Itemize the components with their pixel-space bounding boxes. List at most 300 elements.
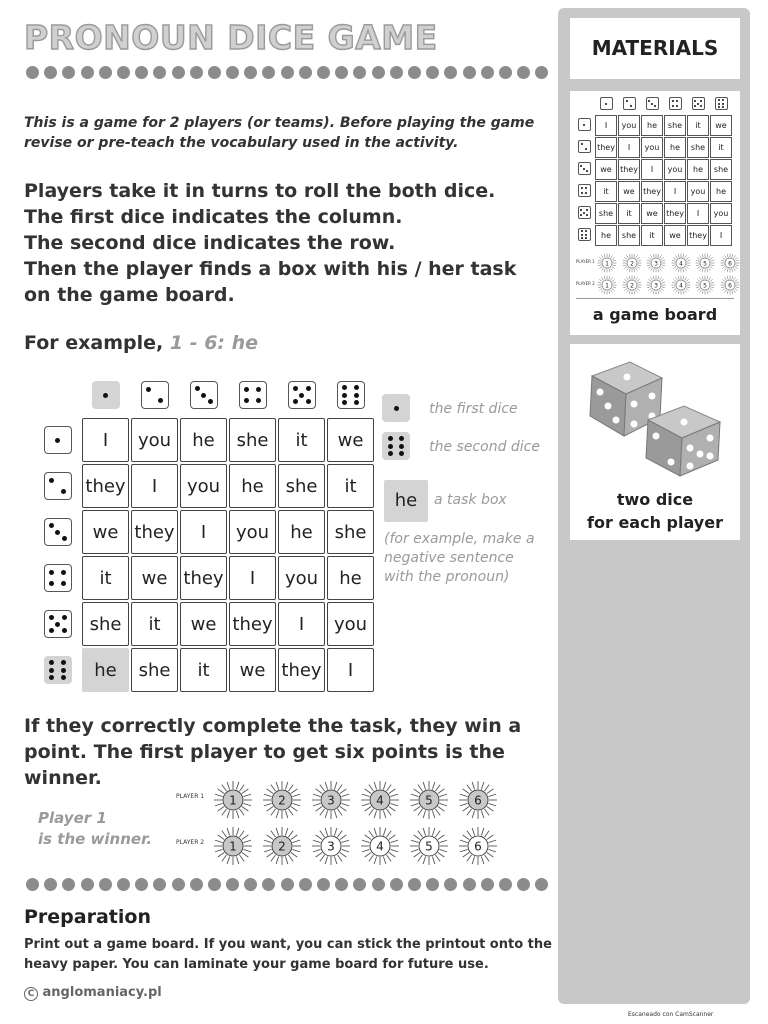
divider-dot bbox=[99, 66, 112, 79]
die-pip bbox=[585, 192, 587, 194]
mini-player-label: PLAYER 1 bbox=[576, 259, 595, 264]
die-pip bbox=[49, 675, 54, 680]
score-number: 6 bbox=[474, 839, 482, 854]
die-pip bbox=[388, 444, 393, 449]
board-cell: you bbox=[278, 556, 325, 600]
score-sun-icon bbox=[311, 780, 351, 820]
score-number: 1 bbox=[229, 839, 237, 854]
score-number: 6 bbox=[727, 260, 732, 268]
divider-dot bbox=[226, 66, 239, 79]
die-pip bbox=[61, 668, 66, 673]
board-cell: it bbox=[131, 602, 178, 646]
die-pip bbox=[676, 100, 678, 102]
divider-dot bbox=[481, 66, 494, 79]
die-five-icon bbox=[288, 381, 316, 409]
score-number: 3 bbox=[327, 839, 335, 854]
score-sun-icon bbox=[646, 253, 666, 273]
score-number: 6 bbox=[474, 793, 482, 808]
divider-dot bbox=[244, 66, 257, 79]
die-two-icon bbox=[44, 472, 72, 500]
board-cell: she bbox=[327, 510, 374, 554]
die-six-icon bbox=[715, 97, 728, 110]
score-sun-icon bbox=[458, 826, 498, 866]
row-header bbox=[35, 602, 80, 646]
board-cell: they bbox=[278, 648, 325, 692]
board-cell: she bbox=[131, 648, 178, 692]
board-label: a game board bbox=[592, 305, 718, 324]
column-header bbox=[595, 95, 617, 114]
die-pip bbox=[354, 393, 359, 398]
die-two-icon bbox=[141, 381, 169, 409]
score-sun-icon bbox=[409, 826, 449, 866]
divider-dot bbox=[317, 66, 330, 79]
board-row bbox=[35, 510, 374, 554]
board-cell: they bbox=[131, 510, 178, 554]
mini-board-cell: they bbox=[595, 137, 617, 158]
divider-dot bbox=[481, 878, 494, 891]
score-sun-icon bbox=[311, 826, 351, 866]
die-pip bbox=[718, 106, 720, 108]
die-pip bbox=[61, 489, 66, 494]
die-pip bbox=[49, 668, 54, 673]
board-row bbox=[35, 464, 374, 508]
die-pip bbox=[342, 393, 347, 398]
column-header bbox=[131, 374, 178, 416]
rules-text bbox=[24, 178, 544, 308]
two-dice-icon bbox=[570, 344, 740, 484]
mini-board-cell: you bbox=[618, 115, 640, 136]
board-cell: I bbox=[327, 648, 374, 692]
die-pip bbox=[718, 103, 720, 105]
mini-score-marker bbox=[622, 253, 642, 277]
die-pip bbox=[694, 105, 696, 107]
rule-line: The second dice indicates the row. bbox=[24, 232, 396, 254]
divider-dot bbox=[172, 878, 185, 891]
die-three-icon bbox=[578, 162, 591, 175]
divider-dot bbox=[226, 878, 239, 891]
board-cell: it bbox=[327, 464, 374, 508]
die-pip bbox=[585, 230, 587, 232]
page-title: PRONOUN DICE GAME bbox=[24, 18, 438, 57]
board-cell: you bbox=[131, 418, 178, 462]
score-marker bbox=[311, 780, 351, 820]
legend-first-dice-label: the first dice bbox=[429, 400, 518, 417]
divider-dot bbox=[335, 878, 348, 891]
divider-dot bbox=[390, 66, 403, 79]
die-four-icon bbox=[578, 184, 591, 197]
row-header bbox=[574, 137, 594, 158]
die-pip bbox=[581, 187, 583, 189]
board-cell: we bbox=[82, 510, 129, 554]
mini-board-cell: I bbox=[664, 181, 686, 202]
die-pip bbox=[61, 581, 66, 586]
die-pip bbox=[581, 237, 583, 239]
die-pip bbox=[103, 393, 108, 398]
divider-dot bbox=[299, 66, 312, 79]
score-sun-icon bbox=[622, 275, 642, 295]
score-sun-icon bbox=[720, 253, 740, 273]
die-pip bbox=[146, 387, 151, 392]
divider-dot bbox=[153, 66, 166, 79]
mini-score-marker bbox=[622, 275, 642, 299]
divider-dot bbox=[499, 878, 512, 891]
board-cell: they bbox=[180, 556, 227, 600]
die-pip bbox=[672, 105, 674, 107]
mini-board-cell: I bbox=[618, 137, 640, 158]
mini-score-marker bbox=[671, 275, 691, 299]
divider-dot bbox=[26, 878, 39, 891]
divider-dot bbox=[390, 878, 403, 891]
score-number: 1 bbox=[605, 260, 609, 268]
winner-line: Player 1 bbox=[38, 809, 107, 827]
score-sun-icon bbox=[671, 253, 691, 273]
die-pip bbox=[399, 444, 404, 449]
die-pip bbox=[585, 148, 587, 150]
score-marker bbox=[458, 780, 498, 820]
winner-text bbox=[38, 808, 152, 850]
die-pip bbox=[580, 165, 582, 167]
board-cell: I bbox=[131, 464, 178, 508]
divider-dot bbox=[281, 878, 294, 891]
die-pip bbox=[581, 143, 583, 145]
divider-dot bbox=[26, 66, 39, 79]
divider-dot bbox=[372, 66, 385, 79]
mini-board-cell: she bbox=[710, 159, 732, 180]
die-pip bbox=[648, 100, 650, 102]
mini-board-cell: I bbox=[595, 115, 617, 136]
row-header bbox=[574, 225, 594, 246]
score-marker bbox=[409, 780, 449, 820]
score-number: 3 bbox=[654, 260, 658, 268]
die-pip bbox=[399, 451, 404, 456]
die-pip bbox=[585, 187, 587, 189]
divider-dot bbox=[262, 878, 275, 891]
mini-board-cell: it bbox=[687, 115, 709, 136]
score-number: 2 bbox=[629, 260, 634, 268]
die-pip bbox=[580, 209, 582, 211]
die-pip bbox=[586, 209, 588, 211]
row-header bbox=[35, 648, 80, 692]
column-header bbox=[82, 374, 129, 416]
board-row bbox=[35, 556, 374, 600]
die-one-icon bbox=[600, 97, 613, 110]
rule-line: Players take it in turns to roll the both dice. bbox=[24, 180, 496, 202]
mini-score-marker bbox=[695, 253, 715, 277]
die-pip bbox=[585, 237, 587, 239]
die-five-icon bbox=[692, 97, 705, 110]
dice-panel bbox=[570, 344, 740, 540]
score-marker bbox=[311, 826, 351, 866]
score-number: 4 bbox=[678, 282, 683, 290]
score-number: 3 bbox=[327, 793, 335, 808]
score-sun-icon bbox=[695, 275, 715, 295]
die-pip bbox=[158, 398, 163, 403]
die-five-icon bbox=[578, 206, 591, 219]
die-pip bbox=[49, 581, 54, 586]
mini-score-marker bbox=[671, 253, 691, 277]
board-cell: it bbox=[82, 556, 129, 600]
divider-dot bbox=[535, 66, 548, 79]
board-corner bbox=[35, 374, 80, 416]
die-pip bbox=[605, 103, 607, 105]
score-sun-icon bbox=[409, 780, 449, 820]
die-pip bbox=[208, 399, 213, 404]
divider-dot bbox=[444, 878, 457, 891]
mini-board-cell: I bbox=[687, 203, 709, 224]
die-pip bbox=[342, 400, 347, 405]
copyright bbox=[24, 985, 162, 1001]
die-pip bbox=[388, 436, 393, 441]
legend-second-dice bbox=[382, 432, 540, 460]
die-pip bbox=[694, 100, 696, 102]
score-marker bbox=[262, 780, 302, 820]
score-marker bbox=[458, 826, 498, 866]
mini-board-cell: it bbox=[595, 181, 617, 202]
mini-board-cell: they bbox=[641, 181, 663, 202]
mini-board-cell: it bbox=[710, 137, 732, 158]
die-three-icon bbox=[646, 97, 659, 110]
column-header bbox=[278, 374, 325, 416]
column-header bbox=[327, 374, 374, 416]
score-sun-icon bbox=[360, 826, 400, 866]
die-pip bbox=[62, 536, 67, 541]
rule-line: The first dice indicates the column. bbox=[24, 206, 403, 228]
board-row bbox=[35, 418, 374, 462]
board-cell: she bbox=[82, 602, 129, 646]
die-pip bbox=[49, 478, 54, 483]
score-number: 3 bbox=[654, 282, 658, 290]
die-pip bbox=[61, 675, 66, 680]
divider-dot bbox=[44, 66, 57, 79]
die-pip bbox=[62, 615, 67, 620]
board-cell: it bbox=[278, 418, 325, 462]
mini-board-cell: you bbox=[664, 159, 686, 180]
die-pip bbox=[256, 387, 261, 392]
score-number: 2 bbox=[629, 282, 634, 290]
divider-dot bbox=[135, 878, 148, 891]
score-sun-icon bbox=[597, 275, 617, 295]
die-pip bbox=[55, 438, 60, 443]
score-marker bbox=[213, 826, 253, 866]
score-marker bbox=[360, 826, 400, 866]
die-two-icon bbox=[623, 97, 636, 110]
divider-dot bbox=[62, 878, 75, 891]
mini-game-board-panel bbox=[570, 91, 740, 335]
die-one-icon bbox=[382, 394, 410, 422]
divider-dot bbox=[317, 878, 330, 891]
die-pip bbox=[586, 214, 588, 216]
row-header bbox=[574, 203, 594, 224]
score-number: 4 bbox=[376, 839, 384, 854]
score-number: 5 bbox=[703, 260, 707, 268]
mini-board-cell: we bbox=[641, 203, 663, 224]
board-corner bbox=[574, 95, 594, 114]
board-cell: I bbox=[82, 418, 129, 462]
die-pip bbox=[306, 386, 311, 391]
divider-dot bbox=[190, 878, 203, 891]
score-sun-icon bbox=[671, 275, 691, 295]
board-cell: I bbox=[278, 602, 325, 646]
dot-divider-top bbox=[26, 66, 548, 79]
board-cell: we bbox=[131, 556, 178, 600]
die-pip bbox=[581, 192, 583, 194]
column-header bbox=[687, 95, 709, 114]
score-sun-icon bbox=[360, 780, 400, 820]
mini-board-cell: you bbox=[710, 203, 732, 224]
divider-dot bbox=[135, 66, 148, 79]
divider-dot bbox=[372, 878, 385, 891]
die-pip bbox=[293, 386, 298, 391]
mini-score-marker bbox=[597, 275, 617, 299]
legend-second-dice-label: the second dice bbox=[429, 438, 540, 455]
legend-first-dice bbox=[382, 394, 518, 422]
divider-dot bbox=[172, 66, 185, 79]
row-header bbox=[35, 510, 80, 554]
column-header bbox=[710, 95, 732, 114]
die-pip bbox=[49, 570, 54, 575]
mini-board-cell: I bbox=[641, 159, 663, 180]
mini-board-cell: he bbox=[595, 225, 617, 246]
board-cell: they bbox=[229, 602, 276, 646]
die-pip bbox=[399, 436, 404, 441]
die-pip bbox=[49, 660, 54, 665]
die-pip bbox=[306, 399, 311, 404]
example-line bbox=[24, 332, 258, 354]
board-cell: you bbox=[327, 602, 374, 646]
divider-dot bbox=[353, 878, 366, 891]
win-text: If they correctly complete the task, they win a point. The first player to get six points is the winner. bbox=[24, 715, 522, 789]
divider-dot bbox=[463, 878, 476, 891]
divider-dot bbox=[208, 66, 221, 79]
mini-score-marker bbox=[720, 275, 740, 299]
divider-dot bbox=[408, 66, 421, 79]
die-pip bbox=[676, 105, 678, 107]
materials-heading: MATERIALS bbox=[570, 18, 740, 79]
die-three-icon bbox=[190, 381, 218, 409]
score-marker bbox=[409, 826, 449, 866]
die-pip bbox=[61, 570, 66, 575]
die-pip bbox=[583, 168, 585, 170]
score-sun-icon bbox=[622, 253, 642, 273]
mini-board-cell: he bbox=[687, 159, 709, 180]
mini-score-marker bbox=[646, 275, 666, 299]
mini-player-label: PLAYER 2 bbox=[576, 281, 595, 286]
board-cell: it bbox=[180, 648, 227, 692]
mini-board-cell: he bbox=[641, 115, 663, 136]
row-header bbox=[574, 159, 594, 180]
preparation-heading: Preparation bbox=[24, 906, 151, 928]
divider-dot bbox=[262, 66, 275, 79]
game-board bbox=[33, 372, 376, 694]
divider-dot bbox=[426, 878, 439, 891]
die-pip bbox=[49, 628, 54, 633]
die-pip bbox=[583, 212, 585, 214]
die-pip bbox=[49, 615, 54, 620]
dice-label-line: two dice bbox=[616, 490, 694, 509]
mini-board-cell: we bbox=[664, 225, 686, 246]
column-header bbox=[229, 374, 276, 416]
mini-board-cell: it bbox=[618, 203, 640, 224]
die-pip bbox=[581, 230, 583, 232]
mini-board-cell: we bbox=[618, 181, 640, 202]
example-label: For example, bbox=[24, 332, 164, 354]
die-six-icon bbox=[44, 656, 72, 684]
die-pip bbox=[718, 99, 720, 101]
row-header bbox=[35, 418, 80, 462]
die-six-icon bbox=[382, 432, 410, 460]
die-four-icon bbox=[669, 97, 682, 110]
player2-label: PLAYER 2 bbox=[176, 839, 205, 846]
divider-dot bbox=[444, 66, 457, 79]
die-five-icon bbox=[44, 610, 72, 638]
die-pip bbox=[55, 530, 60, 535]
mini-board-cell: he bbox=[664, 137, 686, 158]
mini-board-cell: we bbox=[710, 115, 732, 136]
divider-dot bbox=[426, 66, 439, 79]
score-marker bbox=[360, 780, 400, 820]
die-three-icon bbox=[44, 518, 72, 546]
divider-dot bbox=[44, 878, 57, 891]
board-cell: we bbox=[229, 648, 276, 692]
die-pip bbox=[700, 100, 702, 102]
score-sun-icon bbox=[213, 826, 253, 866]
score-number: 2 bbox=[278, 839, 286, 854]
die-pip bbox=[626, 100, 628, 102]
dice-label-line: for each player bbox=[587, 513, 723, 532]
die-one-icon bbox=[578, 118, 591, 131]
divider-dot bbox=[153, 878, 166, 891]
score-sun-icon bbox=[458, 780, 498, 820]
mini-board-cell: she bbox=[664, 115, 686, 136]
die-pip bbox=[583, 124, 585, 126]
score-number: 2 bbox=[278, 793, 286, 808]
mini-board-cell: they bbox=[618, 159, 640, 180]
divider-dot bbox=[299, 878, 312, 891]
die-pip bbox=[244, 398, 249, 403]
score-number: 6 bbox=[727, 282, 732, 290]
board-cell: we bbox=[327, 418, 374, 462]
die-pip bbox=[195, 386, 200, 391]
board-cell: he bbox=[327, 556, 374, 600]
score-sun-icon bbox=[262, 780, 302, 820]
die-four-icon bbox=[239, 381, 267, 409]
mini-board-cell: she bbox=[618, 225, 640, 246]
mini-board-cell: he bbox=[710, 181, 732, 202]
row-header bbox=[574, 181, 594, 202]
mini-board-cell: you bbox=[687, 181, 709, 202]
divider-dot bbox=[535, 878, 548, 891]
die-one-icon bbox=[44, 426, 72, 454]
divider-dot bbox=[499, 66, 512, 79]
mini-board-cell: they bbox=[687, 225, 709, 246]
board-cell: we bbox=[180, 602, 227, 646]
divider-dot bbox=[335, 66, 348, 79]
winner-line: is the winner. bbox=[38, 830, 153, 848]
rule-line: Then the player finds a box with his / her task on the game board. bbox=[24, 258, 517, 306]
score-sun-icon bbox=[597, 253, 617, 273]
die-pip bbox=[354, 400, 359, 405]
mini-board-cell: they bbox=[664, 203, 686, 224]
board-cell: they bbox=[82, 464, 129, 508]
divider-dot bbox=[190, 66, 203, 79]
die-pip bbox=[654, 105, 656, 107]
divider-dot bbox=[517, 878, 530, 891]
mini-score-marker bbox=[695, 275, 715, 299]
score-marker bbox=[262, 826, 302, 866]
player1-label: PLAYER 1 bbox=[176, 793, 205, 800]
score-number: 5 bbox=[425, 793, 433, 808]
board-cell: you bbox=[229, 510, 276, 554]
